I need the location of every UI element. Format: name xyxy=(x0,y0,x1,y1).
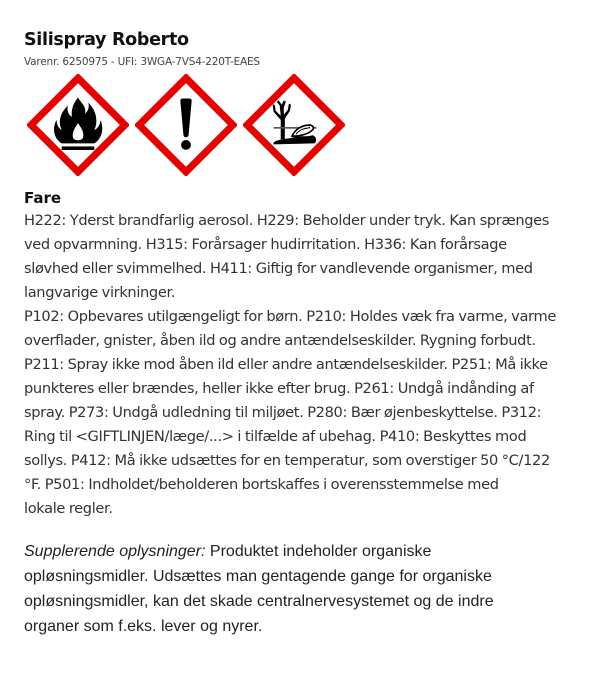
supplement-line: organer som f.eks. lever og nyrer. xyxy=(24,618,263,635)
precaution-line: punkteres eller brændes, heller ikke efter brug. P261: Undgå indånding af xyxy=(24,380,534,397)
flame-icon xyxy=(27,74,129,176)
exclamation-mark-icon xyxy=(135,74,237,176)
product-title: Silispray Roberto xyxy=(24,30,189,50)
supplement-first-line xyxy=(24,539,584,564)
environment-pictogram xyxy=(243,74,345,176)
hazard-line: langvarige virkninger. xyxy=(24,284,176,301)
hazard-line: ved opvarmning. H315: Forårsager hudirritation. H336: Kan forårsage xyxy=(24,236,507,253)
hazard-pictograms xyxy=(24,74,364,178)
product-safety-card xyxy=(24,28,584,635)
supplement-line: opløsningsmidler. Udsættes man gentagende gange for organiske xyxy=(24,568,492,585)
product-meta: Varenr. 6250975 - UFI: 3WGA-7VS4-220T-EAES xyxy=(24,56,260,68)
hazard-statements xyxy=(24,209,584,521)
supplement-line: opløsningsmidler, kan det skade centralnervesystemet og de indre xyxy=(24,593,494,610)
precaution-line: sollys. P412: Må ikke udsættes for en temperatur, som overstiger 50 °C/122 xyxy=(24,452,550,469)
precaution-line: °F. P501: Indholdet/beholderen bortskaffes i overensstemmelse med xyxy=(24,476,499,493)
precaution-line: P211: Spray ikke mod åben ild eller andre antændelseskilder. P251: Må ikke xyxy=(24,356,548,373)
flame-pictogram xyxy=(27,74,129,176)
supplement-label: Supplerende oplysninger: xyxy=(24,543,206,560)
precaution-line: P102: Opbevares utilgængeligt for børn. P210: Holdes væk fra varme, varme xyxy=(24,308,556,325)
hazard-line: sløvhed eller svimmelhed. H411: Giftig for vandlevende organismer, med xyxy=(24,260,533,277)
supplementary-information xyxy=(24,539,584,639)
supplement-text: Produktet indeholder organiske xyxy=(205,543,432,560)
signal-word: Fare xyxy=(24,189,62,207)
precaution-line: lokale regler. xyxy=(24,500,113,517)
environment-icon xyxy=(243,74,345,176)
exclamation-pictogram xyxy=(135,74,237,176)
hazard-line: H222: Yderst brandfarlig aerosol. H229: Beholder under tryk. Kan sprænges xyxy=(24,212,550,229)
precaution-line: Ring til <GIFTLINJEN/læge/...> i tilfælde af ubehag. P410: Beskyttes mod xyxy=(24,428,527,445)
precaution-line: overflader, gnister, åben ild og andre antændelseskilder. Rygning forbudt. xyxy=(24,332,536,349)
precaution-line: spray. P273: Undgå udledning til miljøet. P280: Bær øjenbeskyttelse. P312: xyxy=(24,404,542,421)
